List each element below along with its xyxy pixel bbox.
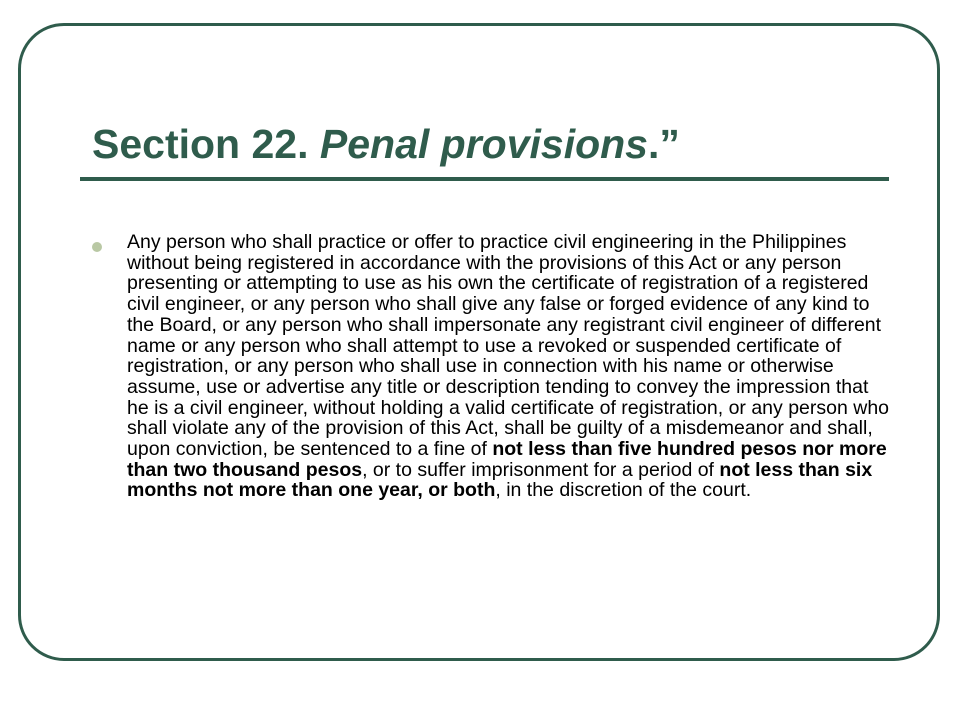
bullet-icon [92,242,102,252]
bullet-text-bold1: not less than five hundred pesos nor more than two thousand pesos [127,438,887,481]
bullet-text-part3: , in the discretion of the court. [495,479,752,502]
bullet-paragraph [127,232,893,501]
title-underline [80,177,889,181]
bullet-text-bold2: not less than six months not more than one year, or both [127,458,873,502]
bullet-text-part2: , or to suffer imprisonment for a period of [362,458,720,481]
slide-title [92,118,680,170]
bullet-text-part1: Any person who shall practice or offer to practice civil engineering in the Philippines without being registered in accordance with the provisions of this Act or any person presenting or attempting to use as his own the certificate of registration of a registered civil engineer, or any person who shall give any false or forged evidence of any kind to the Board, or any person who shall impersonate any registrant civil engineer of different name or any person who shall attempt to use a revoked or suspended certificate of registration, or any person who shall use in connection with his name or otherwise assume, use or advertise any title or description tending to convey the impression that he is a civil engineer, without holding a valid certificate of registration, or any person who shall violate any of the provision of this Act, shall be guilty of a misdemeanor and shall, upon conviction, be sentenced to a fine of [127,231,890,461]
title-suffix: .” [647,121,680,167]
title-italic: Penal provisions [319,121,648,167]
title-prefix: Section 22. [92,121,320,167]
